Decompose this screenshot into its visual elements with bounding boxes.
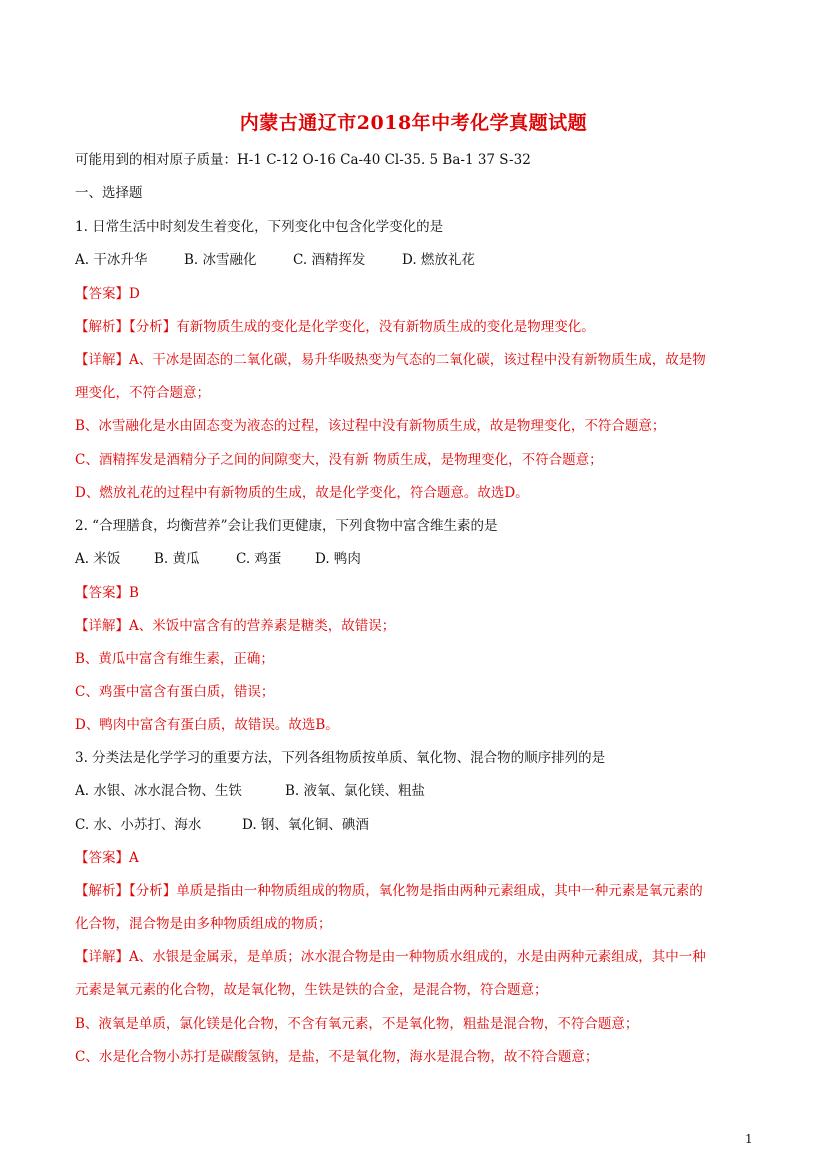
q2-option-b: B. 黄瓜 xyxy=(154,551,200,567)
q3-detail-b: B、液氧是单质，氯化镁是化合物，不含有氧元素，不是氧化物，粗盐是混合物，不符合题意； xyxy=(75,1016,639,1032)
q2-detail-c: C、鸡蛋中富含有蛋白质，错误； xyxy=(75,684,275,700)
q1-detail-a-line1: 【详解】A、干冰是固态的二氧化碳，易升华吸热变为气态的二氧化碳，该过程中没有新物质生成，故是物 xyxy=(75,352,706,368)
q3-option-c: C. 水、小苏打、海水 xyxy=(75,817,202,833)
q1-detail-a-line2: 理变化，不符合题意； xyxy=(75,385,210,401)
q3-detail-a-line1: 【详解】A、水银是金属汞，是单质；冰水混合物是由一种物质水组成的，水是由两种元素组成，其中一种 xyxy=(75,949,706,965)
q1-option-d: D. 燃放礼花 xyxy=(402,252,475,268)
q1-detail-d: D、燃放礼花的过程中有新物质的生成，故是化学变化，符合题意。故选D。 xyxy=(75,485,529,501)
q3-detail-a-line2: 元素是氧元素的化合物，故是氧化物，生铁是铁的合金，是混合物，符合题意； xyxy=(75,982,548,998)
q3-option-a: A. 水银、冰水混合物、生铁 xyxy=(75,783,242,799)
question-2-stem: 2. “合理膳食，均衡营养”会让我们更健康，下列食物中富含维生素的是 xyxy=(75,518,498,534)
q3-analysis-line2: 化合物，混合物是由多种物质组成的物质； xyxy=(75,916,332,932)
question-1-stem: 1. 日常生活中时刻发生着变化，下列变化中包含化学变化的是 xyxy=(75,219,444,235)
q1-option-b: B. 冰雪融化 xyxy=(184,252,257,268)
question-1-options xyxy=(75,250,475,270)
q1-option-c: C. 酒精挥发 xyxy=(293,252,366,268)
q2-answer: 【答案】B xyxy=(75,585,139,601)
q1-analysis: 【解析】【分析】有新物质生成的变化是化学变化，没有新物质生成的变化是物理变化。 xyxy=(75,319,595,335)
atomic-masses: 可能用到的相对原子质量：H-1 C-12 O-16 Ca-40 Cl-35. 5 Ba-1 37 S-32 xyxy=(75,152,531,168)
question-3-options-row1 xyxy=(75,781,425,801)
q1-detail-c: C、酒精挥发是酒精分子之间的间隙变大，没有新 物质生成，是物理变化，不符合题意； xyxy=(75,452,603,468)
q1-answer: 【答案】D xyxy=(75,286,140,302)
question-2-options xyxy=(75,549,361,569)
q2-detail-d: D、鸭肉中富含有蛋白质，故错误。故选B。 xyxy=(75,717,339,733)
question-3-stem: 3. 分类法是化学学习的重要方法，下列各组物质按单质、氧化物、混合物的顺序排列的是 xyxy=(75,750,606,766)
page-number: 1 xyxy=(745,1132,753,1146)
q2-option-a: A. 米饭 xyxy=(75,551,121,567)
q3-option-b: B. 液氧、氯化镁、粗盐 xyxy=(285,783,426,799)
q2-detail-a: 【详解】A、米饭中富含有的营养素是糖类，故错误； xyxy=(75,618,396,634)
q2-detail-b: B、黄瓜中富含有维生素，正确； xyxy=(75,651,274,667)
q3-analysis-line1: 【解析】【分析】单质是指由一种物质组成的物质，氧化物是指由两种元素组成，其中一种元素是氧元素的 xyxy=(75,883,703,899)
q3-detail-c: C、水是化合物小苏打是碳酸氢钠，是盐，不是氧化物，海水是混合物，故不符合题意； xyxy=(75,1049,599,1065)
question-3-options-row2 xyxy=(75,815,369,835)
section-heading: 一、选择题 xyxy=(75,185,143,201)
q2-option-d: D. 鸭肉 xyxy=(315,551,361,567)
q3-option-d: D. 钢、氧化铜、碘酒 xyxy=(242,817,369,833)
q3-answer: 【答案】A xyxy=(75,850,139,866)
q1-option-a: A. 干冰升华 xyxy=(75,252,148,268)
q1-detail-b: B、冰雪融化是水由固态变为液态的过程，该过程中没有新物质生成，故是物理变化，不符合题意； xyxy=(75,418,666,434)
q2-option-c: C. 鸡蛋 xyxy=(236,551,282,567)
page-title: 内蒙古通辽市2018年中考化学真题试题 xyxy=(239,112,588,134)
